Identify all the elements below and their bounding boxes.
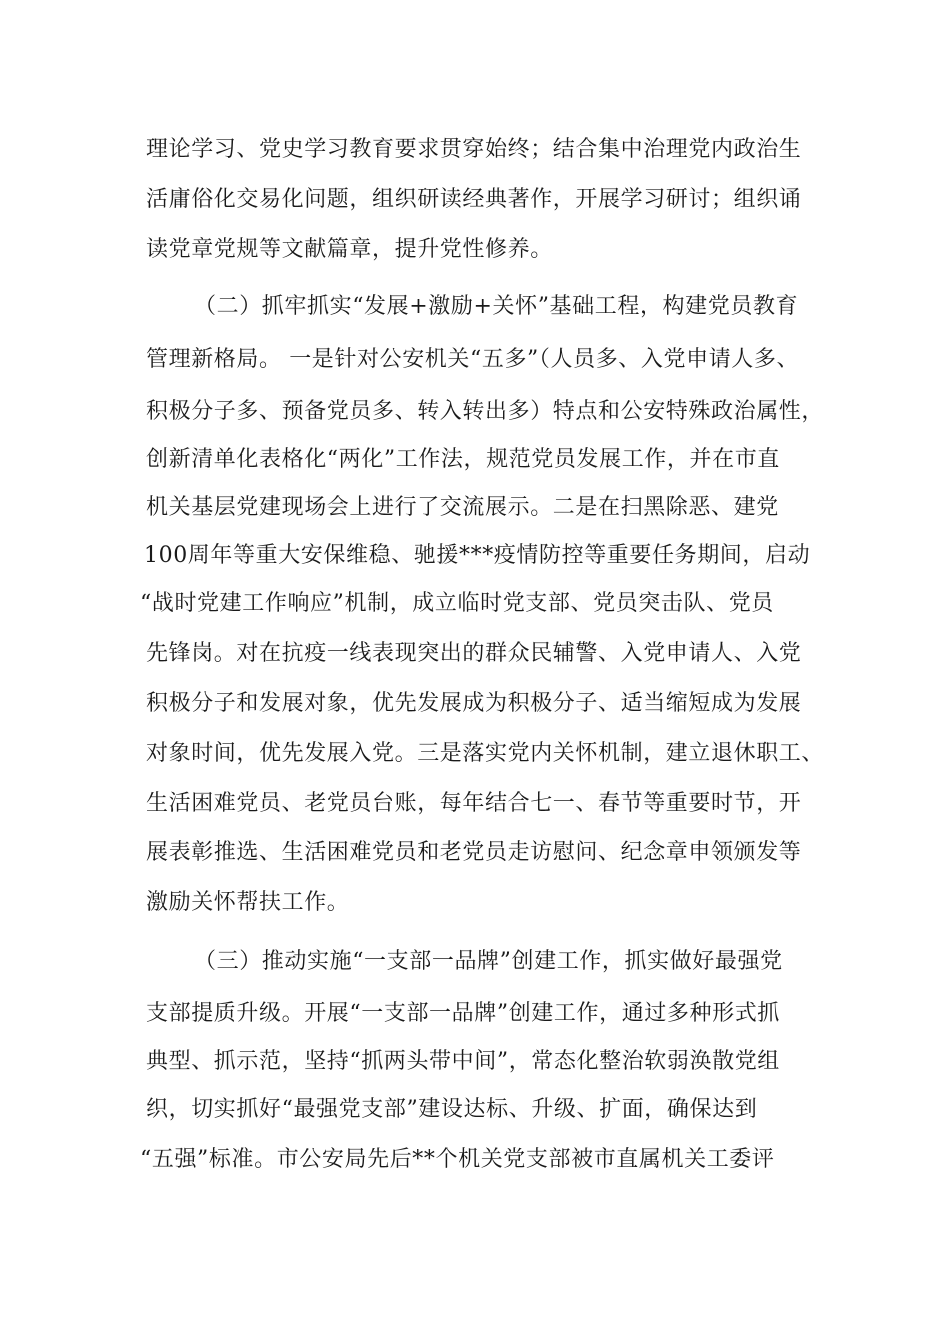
body-line: 积极分子和发展对象，优先发展成为积极分子、适当缩短成为发展 bbox=[146, 691, 802, 716]
body-line: 先锋岗。对在抗疫一线表现突出的群众民辅警、入党申请人、入党 bbox=[146, 641, 802, 666]
body-line: 读党章党规等文献篇章，提升党性修养。 bbox=[146, 237, 553, 262]
body-line: 对象时间，优先发展入党。三是落实党内关怀机制，建立退休职工、 bbox=[146, 741, 825, 766]
body-line: 管理新格局。 一是针对公安机关“五多”（人员多、入党申请人多、 bbox=[146, 347, 800, 372]
body-line: “五强”标准。市公安局先后**个机关党支部被市直属机关工委评 bbox=[140, 1147, 775, 1172]
body-line: 典型、抓示范，坚持“抓两头带中间”，常态化整治软弱涣散党组 bbox=[146, 1049, 780, 1074]
body-line: 生活困难党员、老党员台账，每年结合七一、春节等重要时节，开 bbox=[146, 791, 802, 816]
section-heading-line: （三）推动实施“一支部一品牌”创建工作，抓实做好最强党 bbox=[194, 949, 783, 974]
section-heading-line: （二）抓牢抓实“发展+激励+关怀”基础工程，构建党员教育 bbox=[194, 294, 799, 319]
body-line: 理论学习、党史学习教育要求贯穿始终；结合集中治理党内政治生 bbox=[146, 137, 802, 162]
body-line: 积极分子多、预备党员多、转入转出多）特点和公安特殊政治属性， bbox=[146, 399, 825, 424]
body-line: 织，切实抓好“最强党支部”建设达标、升级、扩面，确保达到 bbox=[146, 1097, 758, 1122]
body-line: 100周年等重大安保维稳、驰援***疫情防控等重要任务期间，启动 bbox=[144, 543, 811, 568]
body-line: “战时党建工作响应”机制，成立临时党支部、党员突击队、党员 bbox=[140, 591, 774, 616]
body-line: 展表彰推选、生活困难党员和老党员走访慰问、纪念章申领颁发等 bbox=[146, 840, 802, 865]
body-line: 创新清单化表格化“两化”工作法，规范党员发展工作，并在市直 bbox=[146, 447, 780, 472]
body-line: 激励关怀帮扶工作。 bbox=[146, 890, 350, 915]
body-line: 活庸俗化交易化问题，组织研读经典著作，开展学习研讨；组织诵 bbox=[146, 187, 802, 212]
body-line: 机关基层党建现场会上进行了交流展示。二是在扫黑除恶、建党 bbox=[146, 495, 779, 520]
body-line: 支部提质升级。开展“一支部一品牌”创建工作，通过多种形式抓 bbox=[146, 1001, 780, 1026]
